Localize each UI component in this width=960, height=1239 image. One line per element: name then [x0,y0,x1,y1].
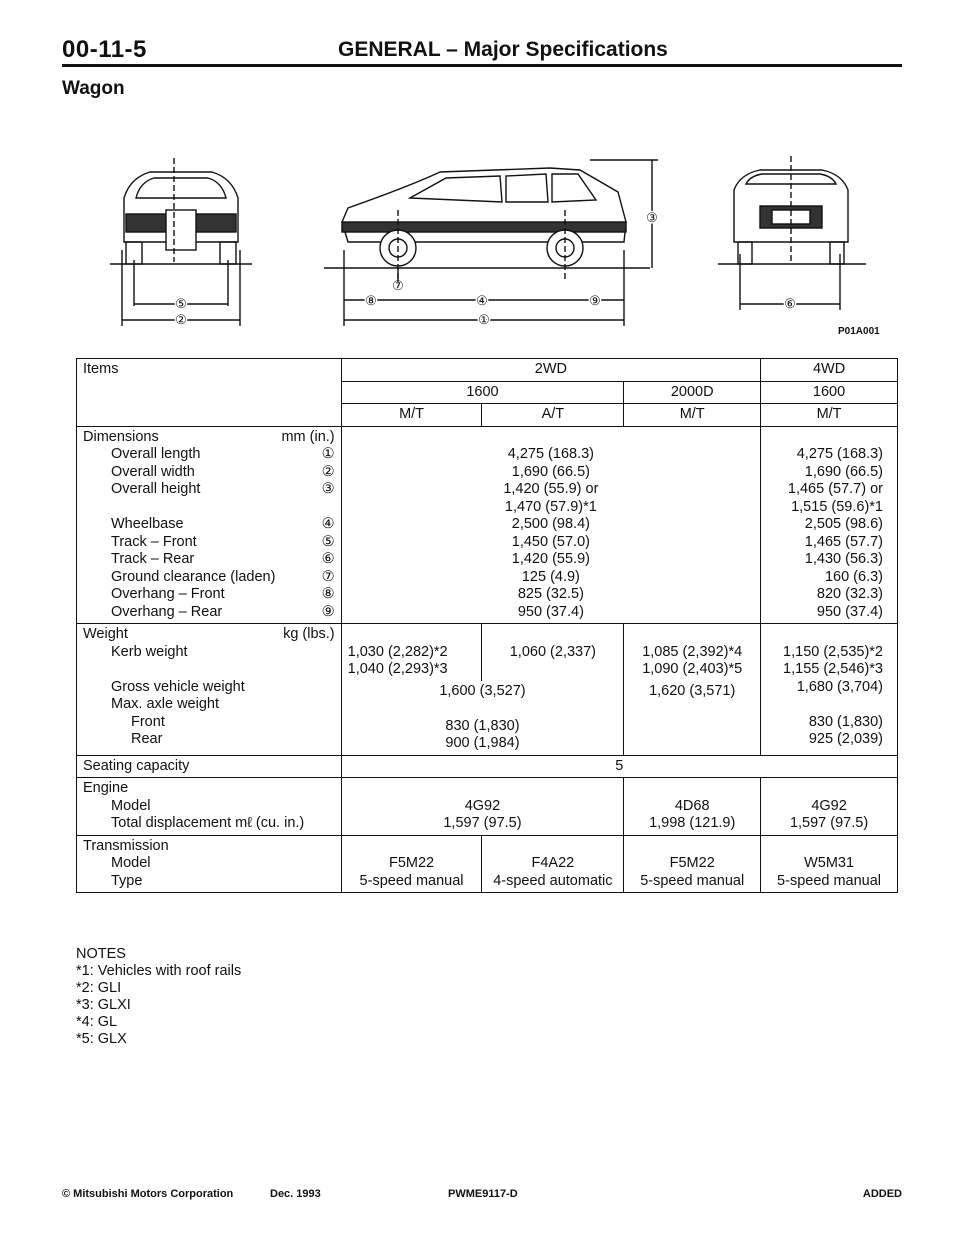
col-mt: M/T [624,404,761,427]
engine-labels: Engine Model Total displacement mℓ (cu. in.) [77,778,342,836]
marker-9: ⑨ [589,293,601,308]
rear-view-drawing [718,156,866,310]
note-item: *3: GLXI [76,997,131,1013]
marker-6: ⑥ [784,296,796,311]
seating-row [77,755,898,778]
dimensions-labels: Dimensions mm (in.) Overall length ① Overall width ② Overall height ③ Wheelbase ④ Track – Front ⑤ Track – Rear ⑥ Ground clearance (laden) ⑦ Overhang – Front ⑧ Overhang – Rear ⑨ [77,426,342,624]
col-2wd-2000d: 2000D [624,381,761,404]
gross-and-axle-1600: 1,600 (3,527) 830 (1,830) 900 (1,984) [341,681,624,756]
footer-copyright: © Mitsubishi Motors Corporation [62,1188,234,1200]
notes-title: NOTES [76,946,126,962]
note-item: *2: GLI [76,980,122,996]
footer-status: ADDED [862,1188,902,1200]
trans-2000d: F5M22 5-speed manual [624,835,761,893]
marker-4: ④ [476,293,488,308]
trans-4wd: W5M31 5-speed manual [761,835,898,893]
seating-value: 5 [341,755,897,778]
col-4wd: 4WD [761,359,898,382]
page-title: GENERAL – Major Specifications [338,38,668,61]
col-2wd: 2WD [341,359,760,382]
marker-5: ⑤ [175,296,187,311]
marker-8: ⑧ [365,293,377,308]
weight-labels: Weight kg (lbs.) Kerb weight Gross vehicle weight Max. axle weight Front Rear [77,624,342,756]
note-item: *1: Vehicles with roof rails [76,963,242,979]
kerb-2000d: 1,085 (2,392)*4 1,090 (2,403)*5 [624,624,761,681]
col-4wd-1600: 1600 [761,381,898,404]
weight-4wd-values: 1,150 (2,535)*2 1,155 (2,546)*3 1,680 (3,704) 830 (1,830) 925 (2,039) [761,624,898,756]
footer-date: Dec. 1993 [270,1188,321,1200]
dimensions-2wd-values: 4,275 (168.3) 1,690 (66.5) 1,420 (55.9) or 1,470 (57.9)*1 2,500 (98.4) 1,450 (57.0) 1,420 (55.9) 125 (4.9) 825 (32.5) 950 (37.4) [341,426,760,624]
engine-1600: 4G92 1,597 (97.5) [341,778,624,836]
footer-code: PWME9117-D [448,1188,518,1200]
engine-2000d: 4D68 1,998 (121.9) [624,778,761,836]
weight-row-1 [77,624,898,681]
notes [76,946,241,1048]
page-number: 00-11-5 [62,36,147,63]
kerb-1600-at: 1,060 (2,337) [482,624,624,681]
col-2wd-1600: 1600 [341,381,624,404]
col-mt: M/T [341,404,482,427]
trans-1600-at: F4A22 4-speed automatic [482,835,624,893]
col-mt: M/T [761,404,898,427]
table-row [77,359,898,382]
marker-3: ③ [646,210,658,225]
figure-id: P01A001 [838,326,880,337]
engine-row [77,778,898,836]
gross-2000d: 1,620 (3,571) [624,681,761,756]
kerb-1600-mt: 1,030 (2,282)*2 1,040 (2,293)*3 [341,624,482,681]
trans-1600-mt: F5M22 5-speed manual [341,835,482,893]
seating-label: Seating capacity [77,755,342,778]
dimensions-row [77,426,898,624]
page-header [62,36,902,66]
marker-1: ① [478,312,490,327]
note-item: *5: GLX [76,1031,127,1047]
vehicle-dimension-figure [110,150,900,345]
marker-2: ② [175,312,187,327]
note-item: *4: GL [76,1014,118,1030]
section-subtitle: Wagon [62,78,125,99]
header-rule [62,64,902,67]
transmission-row [77,835,898,893]
col-at: A/T [482,404,624,427]
spec-table [76,358,898,893]
engine-4wd: 4G92 1,597 (97.5) [761,778,898,836]
items-header: Items [77,359,342,427]
dimensions-4wd-values: 4,275 (168.3) 1,690 (66.5) 1,465 (57.7) or 1,515 (59.6)*1 2,505 (98.6) 1,465 (57.7) 1,430 (56.3) 160 (6.3) 820 (32.3) 950 (37.4) [761,426,898,624]
transmission-labels: Transmission Model Type [77,835,342,893]
marker-7: ⑦ [392,278,404,293]
